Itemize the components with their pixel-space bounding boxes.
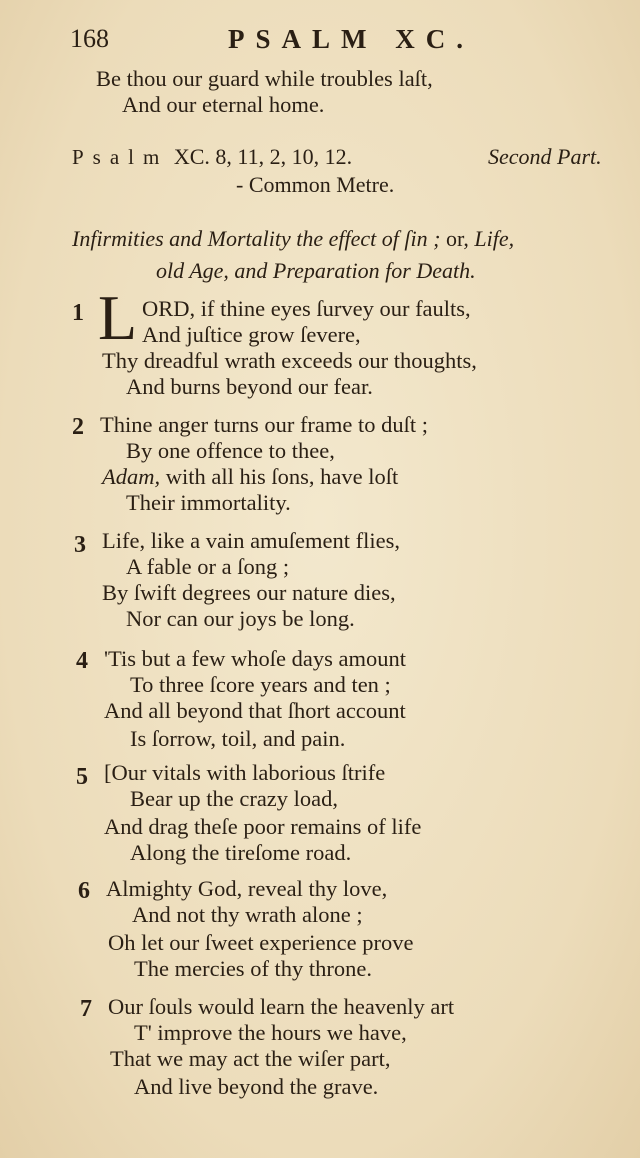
subtitle-life: Life,: [474, 226, 515, 251]
verse-line: Our ſouls would learn the heavenly art: [108, 994, 455, 1019]
stanza-number: 7: [80, 996, 92, 1022]
psalm-word: Psalm: [72, 145, 169, 169]
subtitle-line: [72, 226, 514, 252]
verse-line: 'Tis but a few whoſe days amount: [104, 646, 406, 671]
verse-line: ORD, if thine eyes ſurvey our faults,: [142, 296, 471, 321]
subtitle-part: Infirmities and Mortality the effect of ſin ;: [72, 226, 441, 251]
verse-line: By ſwift degrees our nature dies,: [102, 580, 396, 605]
verse-line: [Our vitals with laborious ſtrife: [104, 760, 386, 785]
subtitle-or: or,: [445, 226, 469, 251]
verse-line: Thy dreadful wrath exceeds our thoughts,: [102, 348, 477, 373]
verse-line: T' improve the hours we have,: [134, 1020, 407, 1045]
drop-cap: L: [98, 282, 138, 353]
running-title: PSALM XC.: [228, 24, 474, 54]
verse-line: Their immortality.: [126, 490, 291, 515]
verse-line: And all beyond that ſhort account: [104, 698, 406, 723]
verse-line: That we may act the wiſer part,: [110, 1046, 391, 1071]
page-number: 168: [70, 24, 109, 53]
verse-line: And juſtice grow ſevere,: [142, 322, 361, 347]
verse-line: And burns beyond our fear.: [126, 374, 373, 399]
verse-line: The mercies of thy throne.: [134, 956, 373, 981]
stanza-number: 3: [74, 532, 86, 558]
verse-line: Nor can our joys be long.: [126, 606, 355, 631]
verse-line: Along the tireſome road.: [130, 840, 352, 865]
verse-line: A fable or a ſong ;: [126, 554, 290, 579]
psalm-reference: XC. 8, 11, 2, 10, 12.: [173, 144, 353, 169]
verse-line: [102, 464, 398, 490]
verse-line: To three ſcore years and ten ;: [130, 672, 391, 697]
verse-line: Thine anger turns our frame to duſt ;: [100, 412, 429, 437]
verse-line: By one offence to thee,: [126, 438, 335, 463]
verse-line: And live beyond the grave.: [134, 1074, 379, 1099]
running-header: [70, 24, 560, 60]
part-label: Second Part.: [488, 144, 602, 169]
subtitle-line-2: old Age, and Preparation for Death.: [156, 258, 476, 283]
verse-line: Bear up the crazy load,: [130, 786, 339, 811]
verse-line: And not thy wrath alone ;: [132, 902, 363, 927]
stanza-number: 4: [76, 648, 88, 674]
verse-line: And drag theſe poor remains of life: [104, 814, 422, 839]
stanza-number: 6: [78, 878, 90, 904]
verse-line: Oh let our ſweet experience prove: [108, 930, 414, 955]
stanza-number: 1: [72, 300, 84, 326]
verse-line: Life, like a vain amuſement flies,: [102, 528, 401, 553]
stanza-number: 2: [72, 414, 84, 440]
verse-name: Adam,: [102, 464, 161, 489]
verse-fragment: with all his ſons, have loſt: [160, 464, 399, 489]
verse-line: Almighty God, reveal thy love,: [106, 876, 388, 901]
section-heading: [72, 144, 352, 170]
prev-stanza-line: Be thou our guard while troubles laſt,: [96, 66, 433, 91]
metre-label: - Common Metre.: [236, 172, 395, 197]
verse-line: Is ſorrow, toil, and pain.: [130, 726, 346, 751]
stanza-number: 5: [76, 764, 88, 790]
prev-stanza-line: And our eternal home.: [122, 92, 325, 117]
